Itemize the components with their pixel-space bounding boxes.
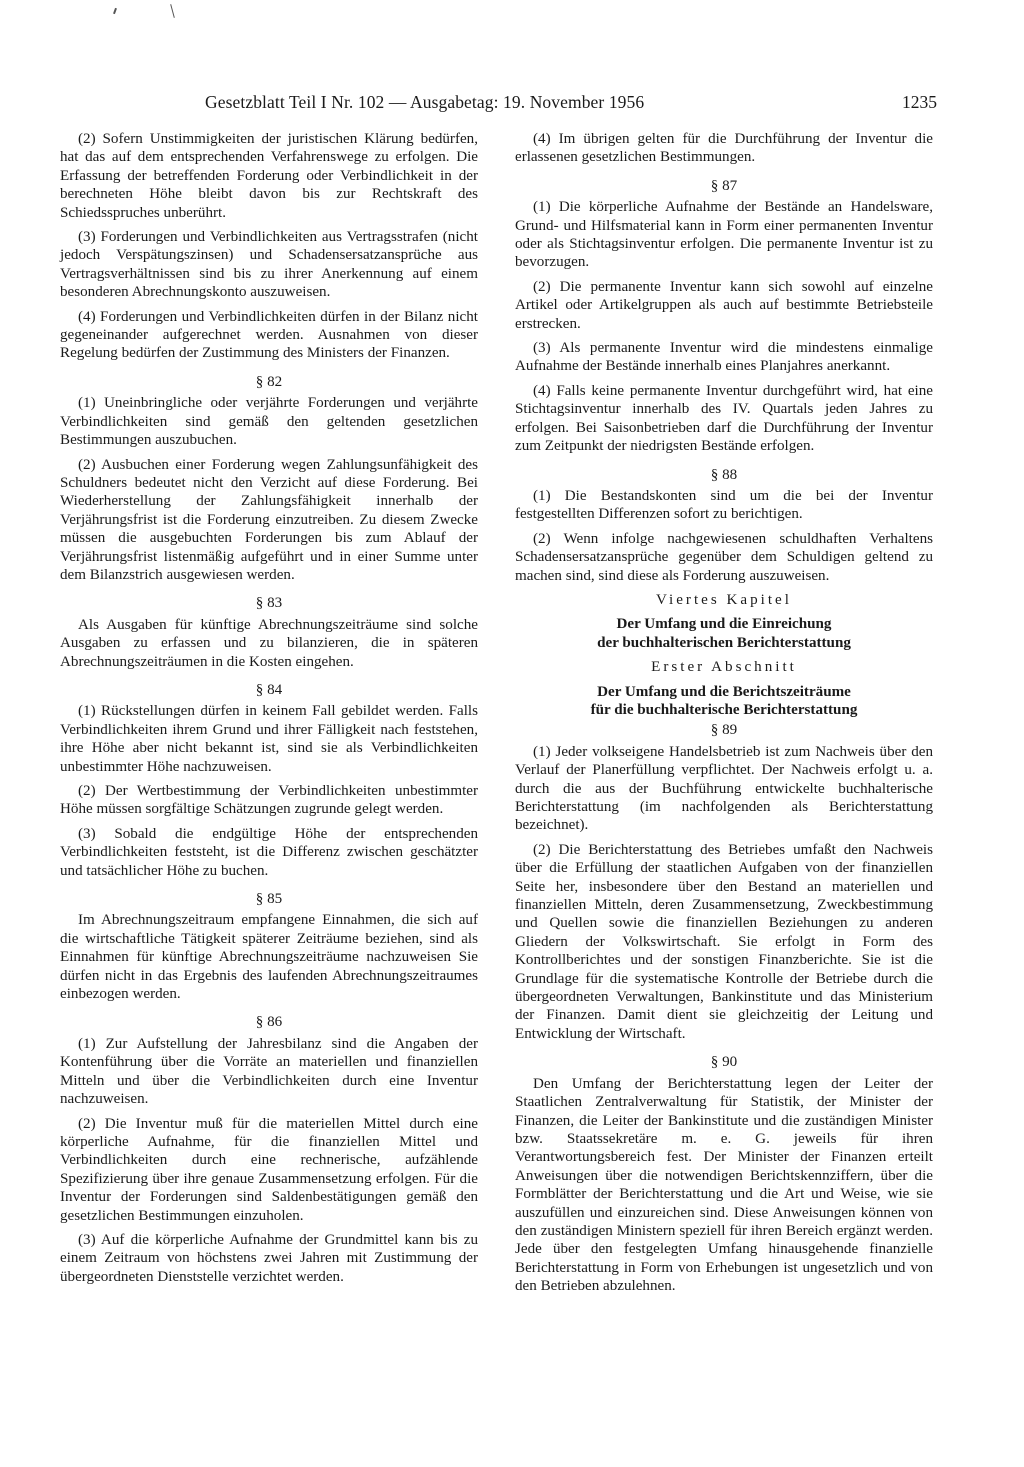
paragraph: (3) Auf die körperliche Aufnahme der Grundmittel kann bis zu einem Zeitraum von höchstens zwei Jahren mit Zustimmung der übergeordneten Dienststelle verzichtet werden. (60, 1231, 478, 1285)
paragraph: (2) Ausbuchen einer Forderung wegen Zahlungsunfähigkeit des Schuldners bedeutet nicht den Verzicht auf diese Forderung. Bei Wiederherstellung der Zahlungsfähigkeit innerhalb der Verjährungsfrist ist die Forderung einzutreiben. Zu diesem Zwecke müssen die ausgebuchten Forderungen bis zum Ablauf der Verjährungsfrist listenmäßig aufgeführt und in einer Summe unter dem Bilanzstrich ausgewiesen werden. (60, 456, 478, 583)
chapter-title-line: der buchhalterischen Berichterstattung (597, 634, 851, 651)
paragraph: (4) Falls keine permanente Inventur durchgeführt wird, hat eine Stichtagsinventur innerhalb des IV. Quartals jeden Jahres zu erfolgen. Bei Saisonbetrieben darf die Durchführung der Inventur zum Zeitpunkt der niedrigsten Bestände erfolgen. (515, 382, 933, 455)
paragraph: (4) Im übrigen gelten für die Durchführung der Inventur die erlassenen gesetzlichen Bestimmungen. (515, 131, 933, 166)
paragraph: (4) Forderungen und Verbindlichkeiten dürfen in der Bilanz nicht gegeneinander aufgerechnet werden. Ausnahmen von dieser Regelung bedürfen der Zustimmung des Ministers der Finanzen. (60, 308, 478, 362)
paragraph: (2) Sofern Unstimmigkeiten der juristischen Klärung bedürfen, hat das auf dem entsprechenden Verfahrenswege zu erfolgen. Die Erfassung der betreffenden Forderung oder Verbindlichkeit in der berechneten Höhe bleibt davon bis zur Rechtskraft des Schiedsspruches unberührt. (60, 131, 478, 221)
section-heading-87: § 87 (710, 177, 738, 194)
section-heading-89: § 89 (710, 722, 738, 739)
scan-speck (113, 8, 117, 14)
section-heading-90: § 90 (710, 1054, 738, 1071)
paragraph: Den Umfang der Berichterstattung legen der Leiter der Staatlichen Zentralverwaltung für Statistik, der Minister der Finanzen, die Leiter der Bankinstitute und die zuständigen Minister bzw. Staatssekretäre m. e. G. jeweils für ihren Verantwortungsbereich fest. Der Minister der Finanzen erteilt Anweisungen über die notwendigen Berichtskennziffern, über die Formblätter der Berichterstattung und die Art und Weise, wie sie auszufüllen und einzureichen sind. Diese Anweisungen können von den zuständigen Ministern speziell für ihren Bereich ergänzt werden. Jede über den festgelegten Umfang hinausgehende finanzielle Berichterstattung in Form von Erhebungen ist ungesetzlich und von den Betrieben abzulehnen. (515, 1075, 933, 1295)
paragraph: (3) Sobald die endgültige Höhe der entsprechenden Verbindlichkeiten feststeht, ist die Differenz zwischen geschätzter und tatsächlicher Höhe zu buchen. (60, 825, 478, 879)
section-heading-86: § 86 (255, 1014, 283, 1031)
chapter-title-line: Der Umfang und die Einreichung (616, 616, 832, 633)
paragraph: (1) Die körperliche Aufnahme der Bestände an Handelsware, Grund- und Hilfsmaterial kann in Form einer permanenten Inventur oder als Stichtagsinventur erfolgen. Die permanente Inventur ist zu bevorzugen. (515, 199, 933, 271)
section-group-label: Erster Abschnitt (651, 659, 797, 676)
scan-speck (170, 4, 175, 18)
gazette-title: Gesetzblatt Teil I Nr. 102 — Ausgabetag: 19. November 1956 (205, 92, 645, 112)
paragraph: (1) Rückstellungen dürfen in keinem Fall gebildet werden. Falls Verbindlichkeiten ihrem Grund und ihrer Fälligkeit nach feststehen, ihre Höhe aber nicht bekannt ist, sind sie als Verbindlichkeiten unbestimmter Höhe nachzuweisen. (60, 703, 478, 775)
page-header (55, 90, 937, 114)
paragraph: (2) Wenn infolge nachgewiesenen schuldhaften Verhaltens Schadensersatzansprüche gegenüber dem Schuldigen geltend zu machen sind, sind diese als Forderung auszuweisen. (515, 530, 933, 584)
page-number: 1235 (902, 92, 937, 112)
paragraph: (1) Zur Aufstellung der Jahresbilanz sind die Angaben der Kontenführung über die Vorräte an materiellen und finanziellen Mitteln und über die Verbindlichkeiten durch eine Inventur nachzuweisen. (60, 1035, 478, 1108)
paragraph: (1) Jeder volkseigene Handelsbetrieb ist zum Nachweis über den Verlauf der Planerfüllung verpflichtet. Der Nachweis erfolgt u. a. durch die aus der Buchführung entwickelte buchhalterische Berichterstattung (im nachfolgenden als Berichterstattung bezeichnet). (515, 743, 933, 834)
section-heading-85: § 85 (255, 891, 283, 908)
paragraph: Als Ausgaben für künftige Abrechnungszeiträume sind solche Ausgaben zu erfassen und zu bilanzieren, die in späteren Abrechnungszeiträumen in die Kosten eingehen. (60, 616, 478, 670)
paragraph: (3) Forderungen und Verbindlichkeiten aus Vertragsstrafen (nicht jedoch Verspätungszinsen) und Schadensersatzansprüche aus Vertragsverhältnissen sind bis zu ihrer Anerkennung auf einem besonderen Abrechnungskonto auszuweisen. (60, 229, 478, 301)
chapter-label: Viertes Kapitel (656, 591, 792, 608)
right-column (515, 130, 933, 1302)
paragraph: Im Abrechnungszeitraum empfangene Einnahmen, die sich auf die wirtschaftliche Tätigkeit späterer Zeiträume beziehen, sind als Einnahmen für künftige Abrechnungszeiträume nachzuweisen Sie dürfen nicht in das Ergebnis des laufenden Abrechnungszeitraumes einbezogen werden. (60, 912, 478, 1003)
section-heading-88: § 88 (710, 466, 738, 483)
section-group-title-line: für die buchhalterische Berichterstattung (590, 701, 858, 718)
section-group-title (515, 683, 933, 720)
paragraph: (1) Die Bestandskonten sind um die bei der Inventur festgestellten Differenzen sofort zu berichtigen. (515, 487, 933, 523)
section-heading-83: § 83 (255, 595, 283, 612)
left-column (60, 130, 478, 1292)
paragraph: (1) Uneinbringliche oder verjährte Forderungen und verjährte Verbindlichkeiten sind gemäß den geltenden gesetzlichen Bestimmungen auszubuchen. (60, 395, 478, 449)
paragraph: (2) Die permanente Inventur kann sich sowohl auf einzelne Artikel oder Artikelgruppen als auch auf bestimmte Betriebsteile erstrecken. (515, 278, 933, 332)
section-group-title-line: Der Umfang und die Berichtszeiträume (597, 683, 851, 700)
section-heading-84: § 84 (255, 681, 283, 698)
paragraph: (2) Die Inventur muß für die materiellen Mittel durch eine körperliche Aufnahme, für die finanziellen Mittel und Verbindlichkeiten durch eine rechnerische, aufzählende Spezifizierung über ihre genaue Zusammensetzung erfolgen. Für die Inventur der Forderungen sind Saldenbestätigungen gemäß den gesetzlichen Bestimmungen einzuholen. (60, 1115, 478, 1224)
chapter-title (515, 615, 933, 652)
paragraph: (2) Der Wertbestimmung der Verbindlichkeiten unbestimmter Höhe müssen sorgfältige Schätzungen zugrunde gelegt werden. (60, 783, 478, 818)
paragraph: (3) Als permanente Inventur wird die mindestens einmalige Aufnahme der Bestände innerhalb eines Planjahres anerkannt. (515, 340, 933, 375)
section-heading-82: § 82 (255, 373, 283, 390)
paragraph: (2) Die Berichterstattung des Betriebes umfaßt den Nachweis über die Erfüllung der staatlichen Aufgaben von der finanziellen Seite her, insbesondere über den Bestand an materiellen und finanziellen Mitteln, deren Zusammensetzung, Zweckbestimmung und Quellen sowie die finanziellen Beziehungen zu anderen Gliedern der Volkswirtschaft. Sie erfolgt in Form des Kontrollberichtes und der sonstigen Finanzberichte. Sie ist die Grundlage für die systematische Kontrolle der Betriebe durch die übergeordneten Verwaltungen, Bankinstitute und das Ministerium der Finanzen. Damit dient sie gleichzeitig der Leitung und Entwicklung der Wirtschaft. (515, 841, 933, 1042)
